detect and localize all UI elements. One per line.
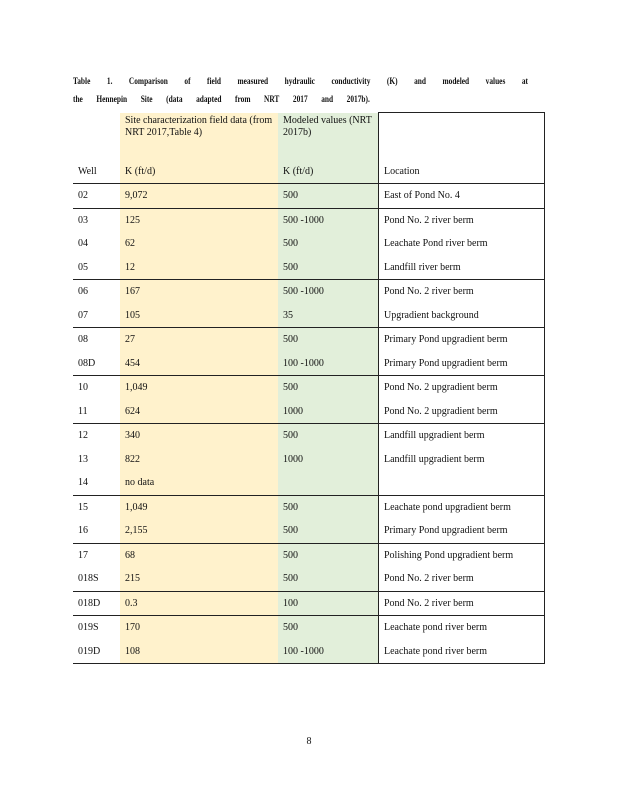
caption-word: of (184, 76, 191, 86)
cell-location: Pond No. 2 river berm (379, 280, 545, 304)
cell-k-model: 500 (278, 567, 379, 591)
cell-k-field: 68 (120, 543, 278, 567)
cell-k-model: 500 (278, 376, 379, 400)
cell-location: Leachate pond river berm (379, 616, 545, 640)
table-row (73, 591, 545, 616)
cell-well: 03 (73, 208, 120, 232)
table-row (73, 495, 545, 519)
caption-word: and (414, 76, 426, 86)
page-number: 8 (306, 736, 312, 747)
caption-line-1 (73, 72, 528, 90)
cell-well: 13 (78, 453, 88, 465)
cell-k-field: 9,072 (120, 184, 278, 209)
cell-k-field: 105 (120, 304, 278, 328)
table-row (73, 640, 545, 664)
caption-word: modeled (442, 76, 470, 86)
cell-k-field: 2,155 (120, 519, 278, 543)
table-row (73, 519, 545, 543)
caption-word: the (73, 94, 83, 104)
table-row (73, 543, 545, 567)
cell-well: 14 (78, 477, 88, 489)
cell-k-field: 62 (120, 232, 278, 256)
cell-location: Polishing Pond upgradient berm (379, 543, 545, 567)
cell-location: Pond No. 2 river berm (379, 567, 545, 591)
cell-k-model: 100 -1000 (278, 640, 379, 664)
caption-word: NRT (264, 94, 280, 104)
cell-k-field: 12 (120, 256, 278, 280)
cell-well: 06 (73, 280, 120, 304)
caption-word: (data (166, 94, 183, 104)
cell-k-field: 125 (120, 208, 278, 232)
cell-well: 10 (73, 376, 120, 400)
cell-location: Primary Pond upgradient berm (379, 352, 545, 376)
cell-k-model: 1000 (278, 400, 379, 424)
cell-well: 08 (73, 328, 120, 352)
cell-k-model: 500 (278, 328, 379, 352)
cell-k-field: 0.3 (120, 591, 278, 616)
hydraulic-conductivity-table (73, 112, 545, 664)
caption-word: and (321, 94, 334, 104)
cell-location: Upgradient background (379, 304, 545, 328)
table-row (73, 376, 545, 400)
column-header-k-field: K (ft/d) (120, 159, 278, 184)
cell-location: Landfill upgradient berm (379, 448, 545, 472)
table-row (73, 280, 545, 304)
table-header-row (73, 113, 545, 160)
table-row (73, 304, 545, 328)
caption-word: 1. (106, 76, 113, 86)
cell-k-model: 500 (278, 184, 379, 209)
caption-word: measured (237, 76, 269, 86)
cell-well: 018D (73, 591, 120, 616)
cell-k-field: 27 (120, 328, 278, 352)
cell-location: Leachate pond upgradient berm (379, 495, 545, 519)
caption-line-2 (73, 90, 370, 108)
table-row (73, 208, 545, 232)
cell-k-model: 500 (278, 543, 379, 567)
cell-k-model: 100 -1000 (278, 352, 379, 376)
cell-well: 15 (73, 495, 120, 519)
cell-location: Leachate pond river berm (379, 640, 545, 664)
cell-k-model: 100 (278, 591, 379, 616)
cell-location: Landfill upgradient berm (379, 424, 545, 448)
cell-well: 16 (78, 525, 88, 537)
cell-k-field: 822 (120, 448, 278, 472)
cell-location: Pond No. 2 river berm (379, 208, 545, 232)
cell-well: 12 (73, 424, 120, 448)
column-header-k-model: K (ft/d) (278, 159, 379, 184)
table-row (73, 400, 545, 424)
header-cell-modeled: Modeled values (NRT 2017b) (278, 113, 379, 160)
table-row (73, 256, 545, 280)
cell-k-field: 1,049 (120, 376, 278, 400)
column-header-well: Well (78, 165, 97, 177)
header-cell-location (379, 113, 545, 160)
caption-word: from (235, 94, 251, 104)
cell-k-field: 167 (120, 280, 278, 304)
caption-word: conductivity (331, 76, 371, 86)
table-row (73, 232, 545, 256)
cell-well: 019D (73, 640, 120, 664)
cell-k-model: 500 (278, 519, 379, 543)
caption-word: (K) (386, 76, 398, 86)
caption-word: Hennepin (96, 94, 128, 104)
cell-well: 02 (73, 184, 120, 209)
cell-k-field: 340 (120, 424, 278, 448)
table-subheader-row (73, 159, 545, 184)
caption-word: field (207, 76, 221, 86)
cell-k-model: 35 (278, 304, 379, 328)
table-row (73, 471, 545, 495)
cell-location: East of Pond No. 4 (379, 184, 545, 209)
caption-word: values (485, 76, 506, 86)
table-row (73, 616, 545, 640)
cell-k-field: 624 (120, 400, 278, 424)
cell-well: 019S (73, 616, 120, 640)
cell-k-model: 500 (278, 616, 379, 640)
cell-k-field: 454 (120, 352, 278, 376)
table-row (73, 567, 545, 591)
cell-location: Pond No. 2 upgradient berm (379, 376, 545, 400)
cell-location: Leachate Pond river berm (379, 232, 545, 256)
table-row (73, 352, 545, 376)
cell-well: 04 (78, 238, 88, 250)
cell-k-field: no data (120, 471, 278, 495)
cell-k-model: 500 -1000 (278, 208, 379, 232)
cell-k-field: 215 (120, 567, 278, 591)
cell-k-model (278, 471, 379, 495)
cell-k-field: 1,049 (120, 495, 278, 519)
caption-word: 2017 (292, 94, 308, 104)
caption-word: hydraulic (284, 76, 315, 86)
cell-k-model: 500 (278, 232, 379, 256)
caption-word: Comparison (128, 76, 168, 86)
header-cell-field-data: Site characterization field data (from NRT 2017,Table 4) (120, 113, 278, 160)
cell-k-field: 170 (120, 616, 278, 640)
table-row (73, 184, 545, 209)
cell-k-model: 500 -1000 (278, 280, 379, 304)
caption-word: 2017b). (346, 94, 370, 104)
cell-well: 018S (78, 573, 99, 585)
table-caption (73, 72, 528, 108)
cell-location: Pond No. 2 upgradient berm (379, 400, 545, 424)
column-header-location: Location (379, 159, 545, 184)
cell-k-model: 500 (278, 424, 379, 448)
table-row (73, 328, 545, 352)
table-row (73, 448, 545, 472)
cell-well: 05 (78, 261, 88, 273)
cell-well: 17 (73, 543, 120, 567)
cell-well: 07 (78, 309, 88, 321)
table-row (73, 424, 545, 448)
cell-location: Primary Pond upgradient berm (379, 328, 545, 352)
cell-location: Primary Pond upgradient berm (379, 519, 545, 543)
cell-k-model: 500 (278, 495, 379, 519)
cell-location: Landfill river berm (379, 256, 545, 280)
caption-word: at (521, 76, 528, 86)
cell-k-model: 500 (278, 256, 379, 280)
caption-word: Table (73, 76, 91, 86)
cell-well: 11 (78, 405, 88, 417)
cell-k-model: 1000 (278, 448, 379, 472)
cell-location (379, 471, 545, 495)
header-cell-well (73, 113, 120, 160)
caption-word: adapted (196, 94, 222, 104)
cell-k-field: 108 (120, 640, 278, 664)
cell-well: 08D (78, 357, 96, 369)
cell-location: Pond No. 2 river berm (379, 591, 545, 616)
caption-word: Site (140, 94, 153, 104)
